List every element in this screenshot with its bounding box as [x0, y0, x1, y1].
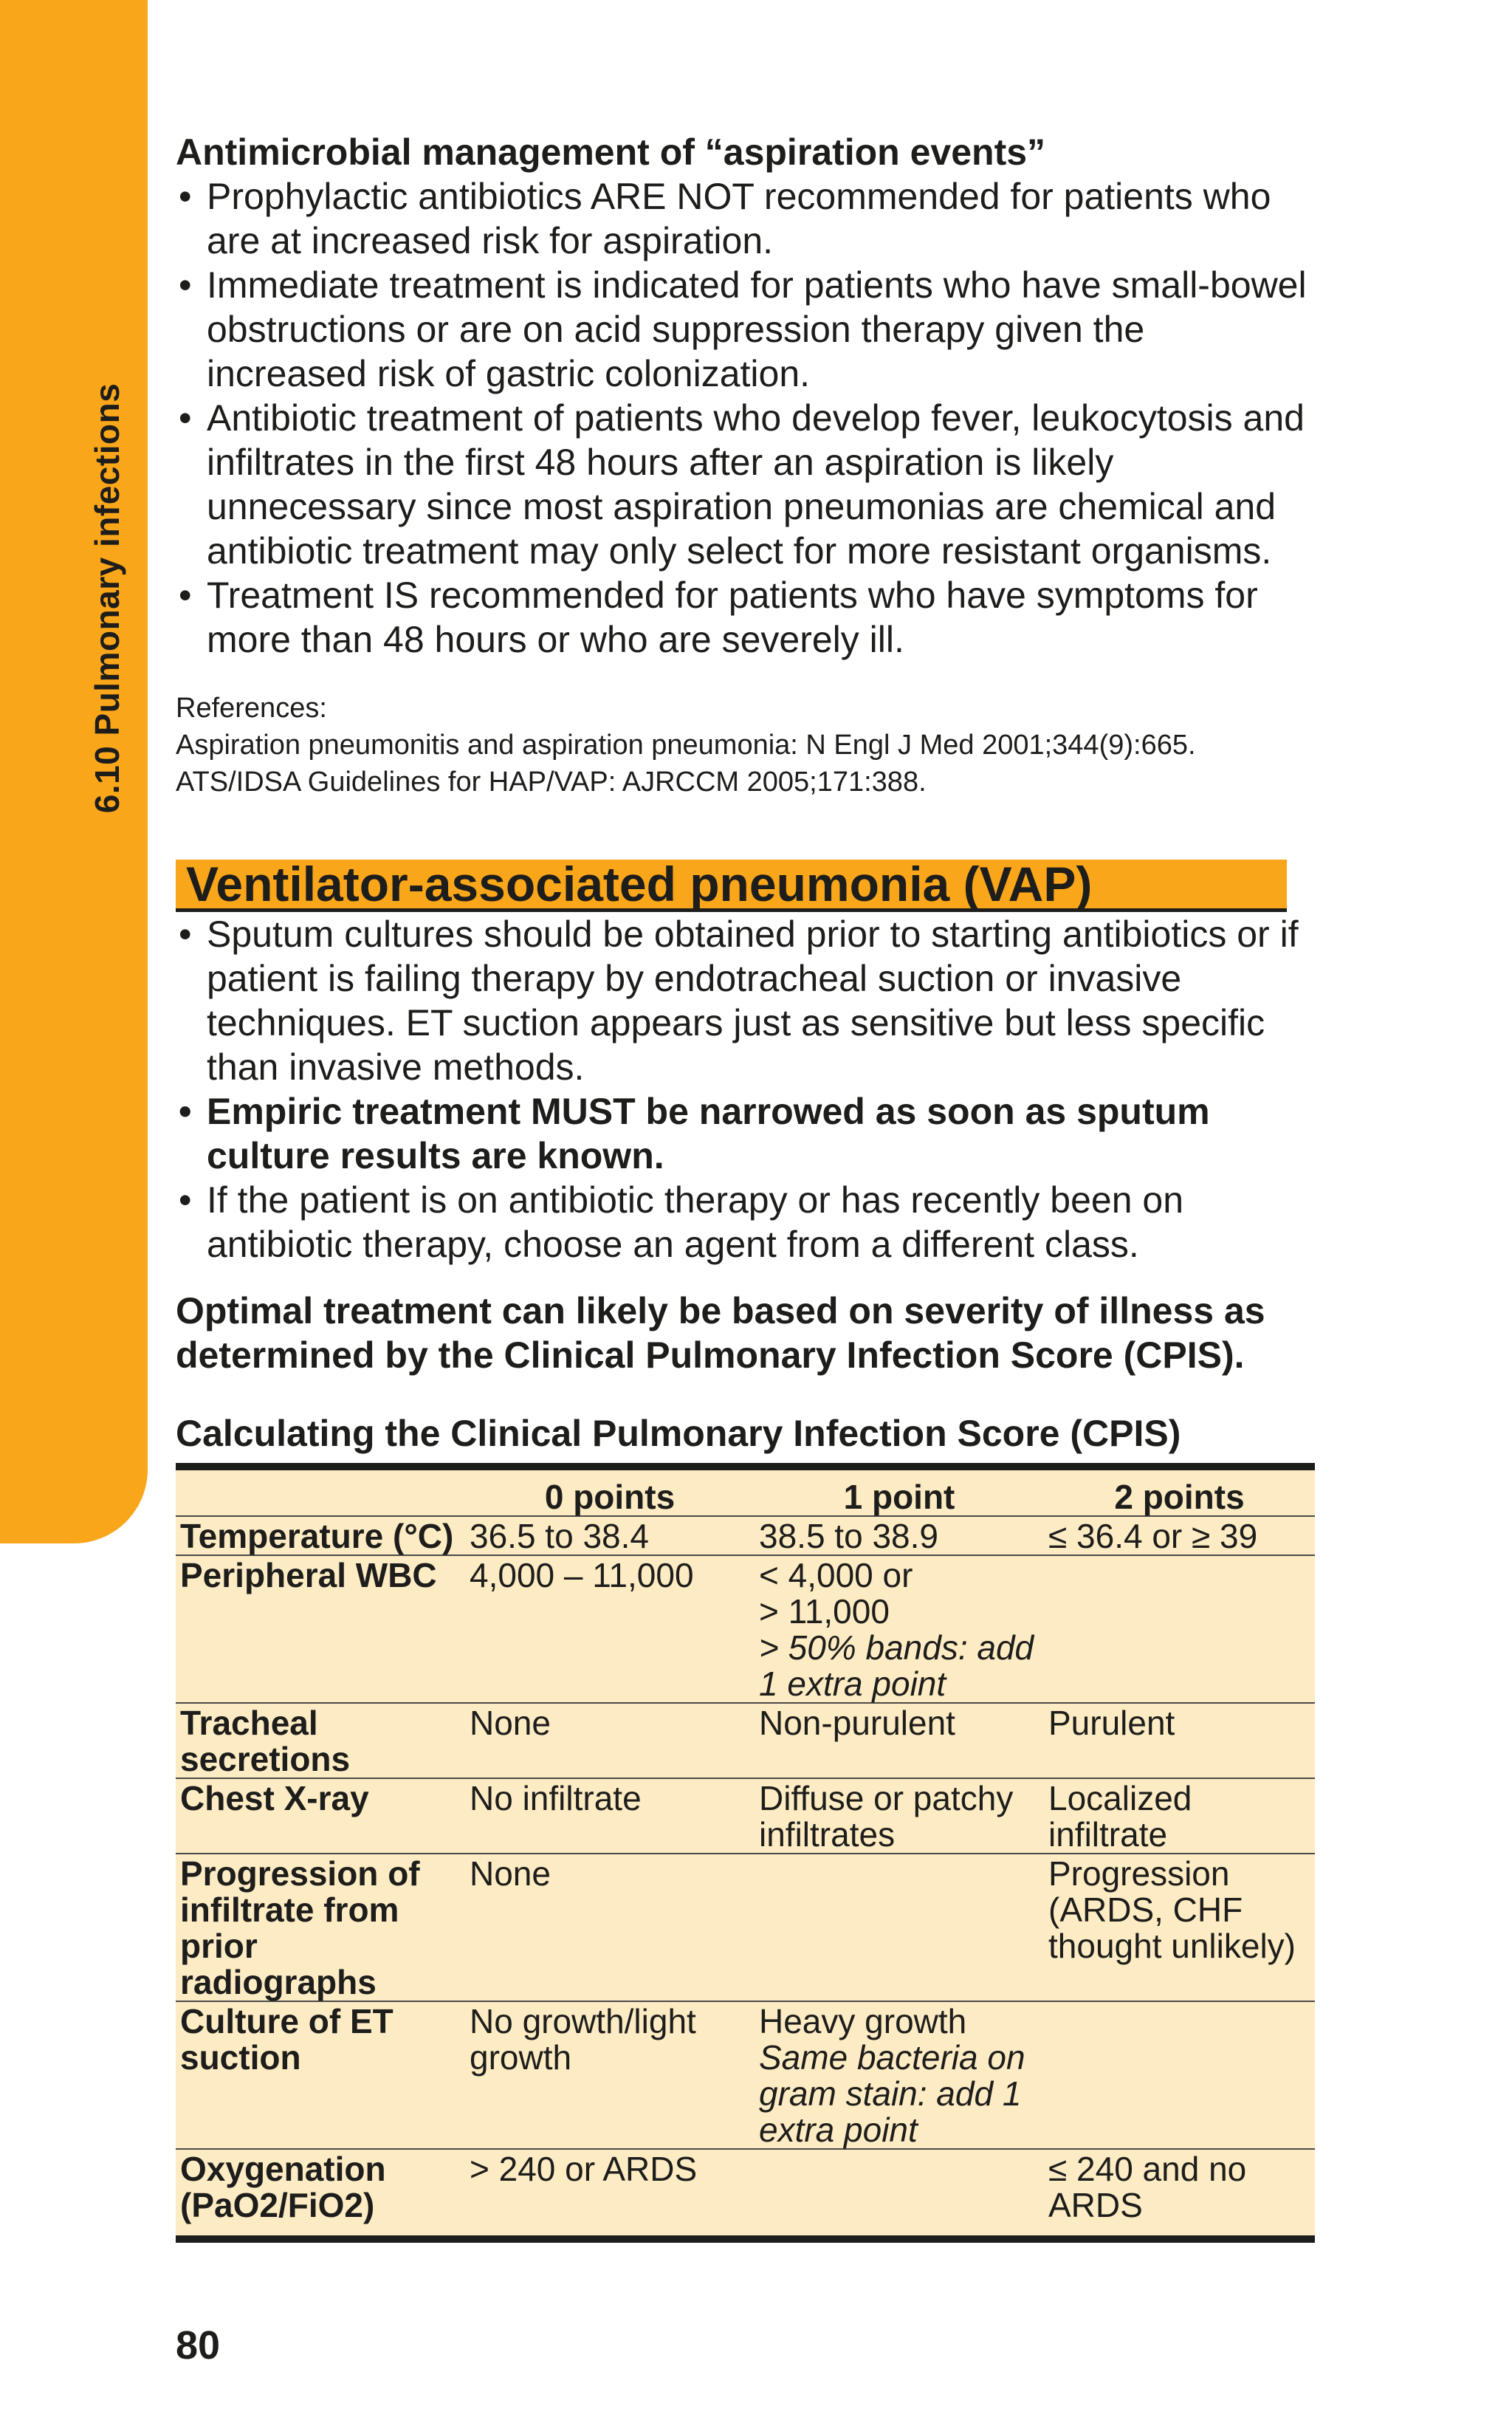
- cell-2-points: ≤ 36.4 or ≥ 39: [1044, 1516, 1315, 1555]
- table-row: [176, 1516, 1315, 1555]
- table-row: [176, 1854, 1315, 2001]
- table-row: [176, 2001, 1315, 2149]
- cell-note: > 50% bands: add 1 extra point: [759, 1628, 1034, 1703]
- row-label: Oxygenation (PaO2/FiO2): [180, 2150, 386, 2224]
- vap-bullet-emphasis: • Empiric treatment MUST be narrowed as soon as sputum culture results are known.: [176, 1089, 1313, 1178]
- page-content: [176, 130, 1313, 2243]
- row-label: Culture of ET suction: [176, 2001, 465, 2149]
- cell-note: Same bacteria on gram stain: add 1 extra point: [759, 2038, 1025, 2149]
- cpis-header-row: [176, 1467, 1315, 1516]
- section-side-tab: [0, 0, 148, 1543]
- cell-0-points: No infiltrate: [465, 1778, 755, 1854]
- cell-1-point: [755, 2149, 1044, 2239]
- cell-text: < 4,000 or: [759, 1556, 913, 1594]
- table-row: [176, 2149, 1315, 2239]
- cell-2-points: [1044, 1555, 1315, 1703]
- reference-item: ATS/IDSA Guidelines for HAP/VAP: AJRCCM 2005;171:388.: [176, 767, 927, 798]
- cell-1-point: Non-purulent: [755, 1703, 1044, 1778]
- vap-bullet: • Sputum cultures should be obtained prior to starting antibiotics or if patient is failing therapy by endotracheal suction or invasive techniques. ET suction appears just as sensitive but less specific than invasive methods.: [176, 912, 1313, 1089]
- cpis-header-cell: 1 point: [755, 1467, 1044, 1516]
- cell-0-points: 36.5 to 38.4: [465, 1516, 755, 1555]
- cell-2-points: Progression (ARDS, CHF thought unlikely): [1044, 1854, 1315, 2001]
- row-label: Tracheal secretions: [176, 1703, 465, 1778]
- cell-2-points: Localized infiltrate: [1044, 1778, 1315, 1854]
- cpis-table: [176, 1463, 1315, 2243]
- aspiration-bullet: • Prophylactic antibiotics ARE NOT recommended for patients who are at increased risk for aspiration.: [176, 174, 1313, 263]
- vap-section-header: [176, 857, 1287, 912]
- section-side-label: 6.10 Pulmonary infections: [88, 383, 126, 814]
- aspiration-bullet: • Treatment IS recommended for patients who have symptoms for more than 48 hours or who are severely ill.: [176, 573, 1313, 662]
- cell-1-point: [755, 1854, 1044, 2001]
- cell-0-points: No growth/light growth: [465, 2001, 755, 2149]
- cell-1-point: 38.5 to 38.9: [755, 1516, 1044, 1555]
- references-block: [176, 690, 1313, 801]
- aspiration-bullet: • Antibiotic treatment of patients who develop fever, leukocytosis and infiltrates in the first 48 hours after an aspiration is likely unnecessary since most aspiration pneumonias are chemical and antibiotic treatment may only select for more resistant organisms.: [176, 396, 1313, 573]
- cell-2-points: Purulent: [1044, 1703, 1315, 1778]
- row-label: Chest X-ray: [176, 1778, 465, 1854]
- cell-2-points: ≤ 240 and no ARDS: [1048, 2150, 1247, 2224]
- references-label: References:: [176, 693, 327, 724]
- cell-0-points: > 240 or ARDS: [470, 2150, 698, 2188]
- cell-text: Heavy growth: [759, 2002, 967, 2040]
- cpis-header-cell: 2 points: [1044, 1467, 1315, 1516]
- aspiration-bullet: • Immediate treatment is indicated for patients who have small-bowel obstructions or are on acid suppression therapy given the increased risk of gastric colonization.: [176, 263, 1313, 396]
- reference-item: Aspiration pneumonitis and aspiration pneumonia: N Engl J Med 2001;344(9):665.: [176, 730, 1196, 761]
- cell-1-point: Diffuse or patchy infiltrates: [755, 1778, 1044, 1854]
- page-number: 80: [176, 2323, 221, 2368]
- optimal-treatment-text: Optimal treatment can likely be based on severity of illness as determined by the Clinical Pulmonary Infection Score (CPIS).: [176, 1290, 1265, 1376]
- cpis-header-cell: 0 points: [465, 1467, 755, 1516]
- aspiration-heading: Antimicrobial management of “aspiration events”: [176, 131, 1046, 173]
- table-row: [176, 1778, 1315, 1854]
- cpis-table-title: Calculating the Clinical Pulmonary Infection Score (CPIS): [176, 1413, 1181, 1454]
- cell-0-points: 4,000 – 11,000: [465, 1555, 755, 1703]
- cell-2-points: [1044, 2001, 1315, 2149]
- row-label: Peripheral WBC: [176, 1555, 465, 1703]
- table-row: [176, 1703, 1315, 1778]
- row-label: Temperature (°C): [176, 1516, 465, 1555]
- cell-0-points: None: [465, 1703, 755, 1778]
- aspiration-bullet-list: [176, 174, 1313, 662]
- vap-bullet: • If the patient is on antibiotic therapy or has recently been on antibiotic therapy, choose an agent from a different class.: [176, 1178, 1313, 1266]
- cell-0-points: None: [465, 1854, 755, 2001]
- table-row: [176, 1555, 1315, 1703]
- vap-section-title: Ventilator-associated pneumonia (VAP): [186, 857, 1093, 911]
- cell-1-point: [755, 1555, 1044, 1703]
- cell-1-point: [755, 2001, 1044, 2149]
- cell-text: > 11,000: [759, 1592, 890, 1631]
- row-label: Progression of infiltrate from prior radiographs: [176, 1854, 465, 2001]
- vap-bullet-list: [176, 912, 1313, 1266]
- cpis-header-cell: [176, 1467, 465, 1516]
